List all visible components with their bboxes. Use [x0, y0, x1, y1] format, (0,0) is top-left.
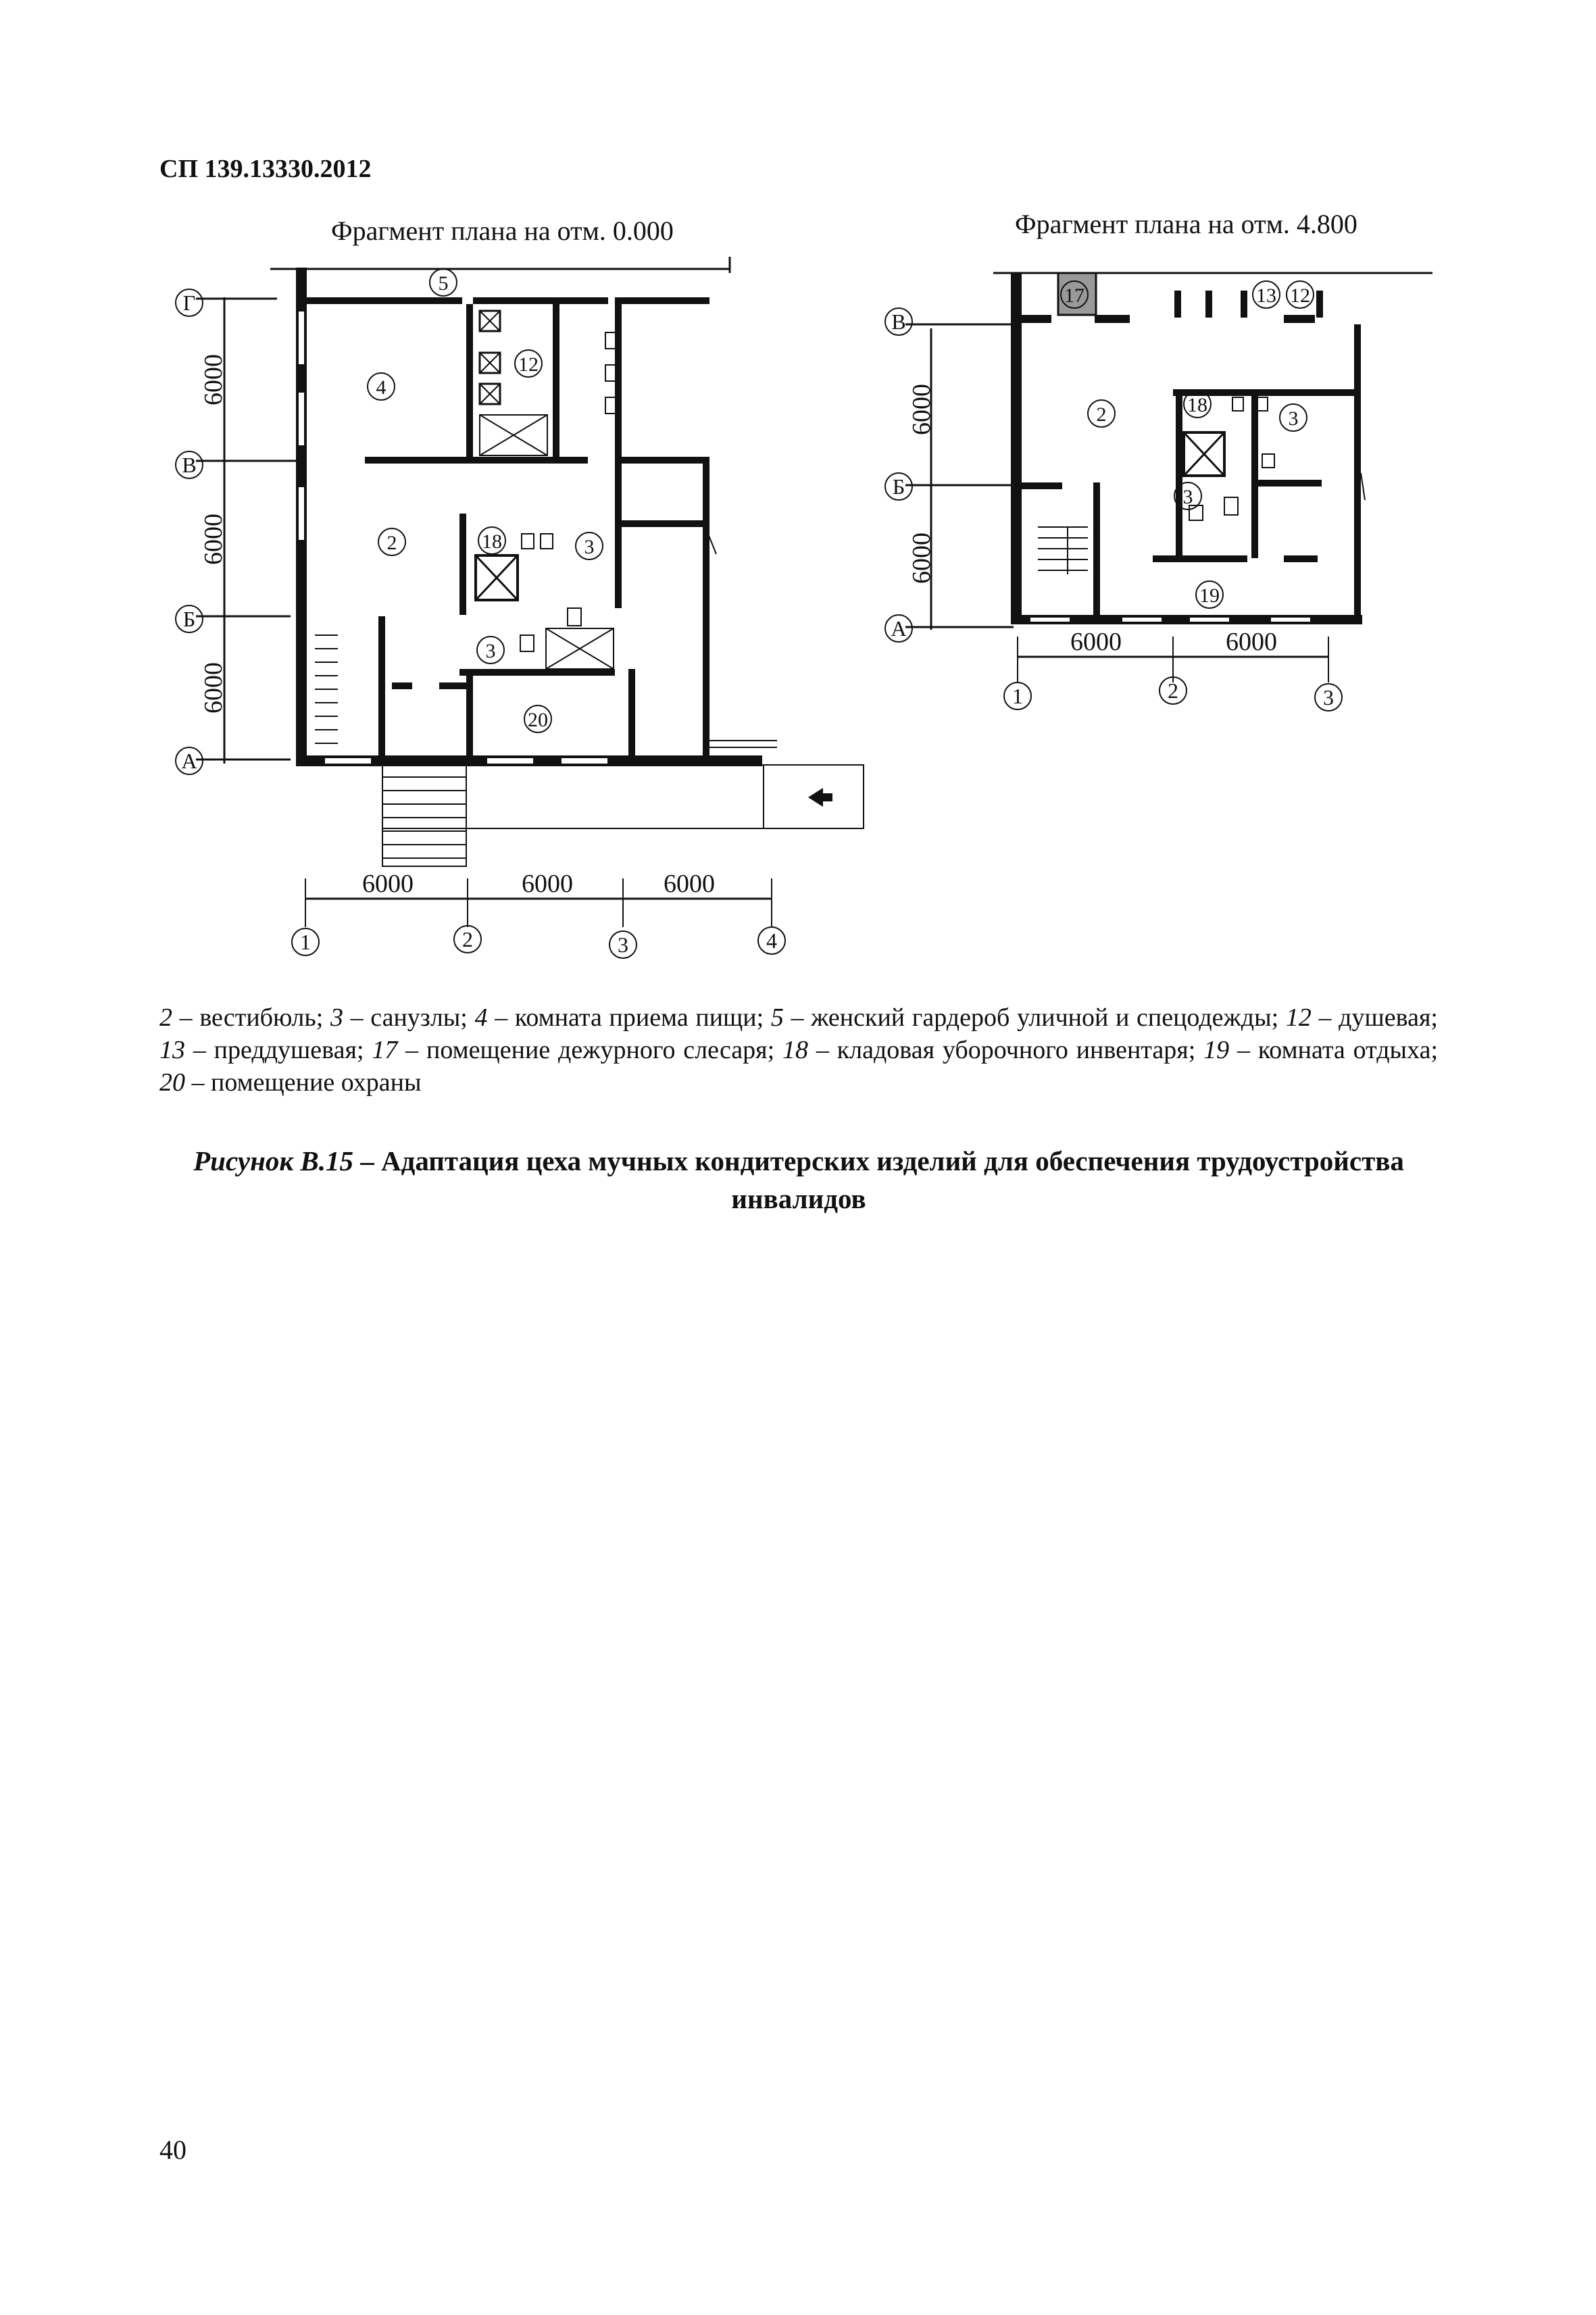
figure-caption	[159, 1142, 1438, 1218]
axis-col-label: 1	[1012, 684, 1023, 708]
legend-num: 3	[330, 1003, 343, 1032]
axis-row-label: Б	[892, 474, 905, 499]
axis-col-label: 2	[1168, 678, 1178, 703]
row-span-label: 6000	[907, 532, 936, 584]
room-label: 3	[584, 536, 595, 558]
room-label: 3	[1288, 407, 1299, 430]
legend-num: 19	[1203, 1036, 1230, 1064]
col-span-label: 6000	[664, 870, 715, 898]
legend-num: 2	[159, 1003, 172, 1032]
document-code: СП 139.13330.2012	[159, 155, 372, 183]
room-label: 2	[386, 532, 397, 554]
legend-text: – санузлы;	[343, 1003, 475, 1032]
legend-text: – комната приема пищи;	[487, 1003, 771, 1032]
row-span-label: 6000	[199, 354, 228, 405]
figure-label: Рисунок В.15	[193, 1145, 353, 1176]
legend-num: 5	[770, 1003, 784, 1032]
legend-num: 20	[159, 1068, 185, 1097]
legend-num: 4	[474, 1003, 488, 1032]
legend-text: – комната отдыха;	[1229, 1036, 1439, 1064]
legend-num: 17	[372, 1036, 398, 1064]
legend-text: – преддушевая;	[185, 1036, 372, 1064]
axis-col-label: 3	[1323, 685, 1334, 710]
axis-col-label: 3	[618, 932, 628, 957]
axis-row-label: Б	[182, 607, 196, 631]
room-label: 19	[1199, 584, 1220, 607]
axis-row-label: В	[891, 309, 906, 334]
axis-row-label: Г	[182, 291, 196, 315]
legend	[159, 1001, 1438, 1099]
col-span-label: 6000	[522, 870, 573, 898]
legend-text: – помещение охраны	[185, 1068, 422, 1097]
axis-row-label: А	[891, 616, 907, 641]
room-label: 18	[1187, 394, 1207, 416]
row-span-label: 6000	[199, 514, 228, 565]
room-label: 3	[485, 640, 496, 662]
row-span-label: 6000	[907, 384, 936, 435]
room-label: 12	[1290, 284, 1310, 307]
legend-num: 12	[1285, 1003, 1312, 1032]
room-label: 3	[1182, 486, 1193, 508]
room-label: 4	[376, 376, 386, 399]
row-span-label: 6000	[199, 662, 228, 714]
axis-col-label: 4	[766, 928, 777, 953]
figure-caption-text: – Адаптация цеха мучных кондитерских изделий для обеспечения трудоустройства инвалидов	[353, 1145, 1404, 1214]
col-span-label: 6000	[1226, 628, 1277, 656]
page-number: 40	[159, 2135, 186, 2165]
col-span-label: 6000	[362, 870, 414, 898]
axis-col-label: 1	[300, 930, 311, 954]
legend-num: 18	[782, 1036, 809, 1064]
room-label: 12	[518, 353, 539, 376]
col-span-label: 6000	[1070, 628, 1122, 656]
legend-text: – женский гардероб уличной и спецодежды;	[783, 1003, 1286, 1032]
room-label: 2	[1096, 403, 1107, 426]
legend-text: – помещение дежурного слесаря;	[397, 1036, 783, 1064]
axis-row-label: В	[182, 453, 197, 477]
legend-text: – кладовая уборочного инвентаря;	[808, 1036, 1204, 1064]
axis-col-label: 2	[462, 927, 473, 951]
legend-text: – душевая;	[1311, 1003, 1438, 1032]
room-label: 17	[1064, 284, 1084, 307]
floor-plans-drawing	[0, 0, 1596, 987]
axis-row-label: А	[181, 749, 197, 773]
legend-num: 13	[159, 1036, 185, 1064]
room-label: 5	[438, 272, 449, 295]
plan-left-title: Фрагмент плана на отм. 0.000	[331, 216, 674, 246]
legend-text: – вестибюль;	[172, 1003, 330, 1032]
room-label: 13	[1256, 284, 1276, 307]
room-label: 20	[528, 709, 548, 731]
plan-right-title: Фрагмент плана на отм. 4.800	[1015, 209, 1357, 239]
room-label: 18	[482, 530, 502, 553]
